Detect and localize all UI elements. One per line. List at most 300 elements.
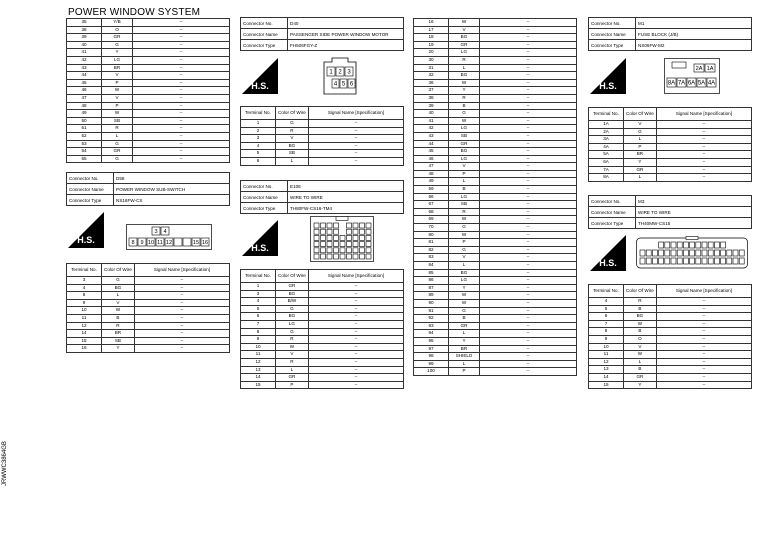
terminal-no: 15 <box>241 381 276 389</box>
header-color: Color Of Wire <box>624 108 657 121</box>
wire-color: G <box>449 110 480 118</box>
table-row <box>414 246 577 254</box>
signal-name: – <box>133 72 230 80</box>
signal-name: – <box>656 174 751 182</box>
table-row <box>241 298 404 306</box>
table-row <box>67 307 230 315</box>
connector-no-value: M3 <box>636 196 752 207</box>
table-row <box>589 151 752 159</box>
signal-name: – <box>480 299 577 307</box>
terminal-no: 41 <box>67 49 102 57</box>
table-row <box>67 19 230 27</box>
terminal-no: 80 <box>414 231 449 239</box>
table-row <box>414 102 577 110</box>
signal-name: – <box>480 368 577 376</box>
wire-color: L <box>449 64 480 72</box>
connector-name-value: WIRE TO WIRE <box>288 192 404 203</box>
table-row <box>241 351 404 359</box>
terminal-no: 94 <box>414 330 449 338</box>
wire-color: Y <box>449 337 480 345</box>
connector-pin <box>327 235 332 240</box>
connector-name-value: PASSENGER SIDE POWER WINDOW MOTOR <box>288 29 404 40</box>
svg-text:H.S.: H.S. <box>251 243 269 253</box>
table-row <box>67 72 230 80</box>
signal-name: – <box>656 358 751 366</box>
table-row <box>414 239 577 247</box>
wire-color: O <box>624 335 657 343</box>
table-row <box>414 110 577 118</box>
pin-label: 12 <box>165 239 173 246</box>
terminal-no: 35 <box>67 19 102 27</box>
connector-pin <box>659 250 664 256</box>
wire-color: Y <box>102 49 133 57</box>
table-row <box>67 79 230 87</box>
signal-name: – <box>656 366 751 374</box>
wire-color: BR <box>449 345 480 353</box>
signal-name: – <box>133 155 230 163</box>
terminal-no: 46 <box>67 87 102 95</box>
terminal-no: 49 <box>414 178 449 186</box>
signal-name: – <box>133 117 230 125</box>
wire-color: W <box>449 292 480 300</box>
terminal-no: 4 <box>589 298 624 306</box>
terminal-no: 8 <box>67 292 102 300</box>
header-signal: Signal Name [Specification] <box>308 107 403 120</box>
terminal-no: 90 <box>414 299 449 307</box>
connector-pin <box>690 258 695 264</box>
table-row <box>589 305 752 313</box>
wire-color: GR <box>276 374 309 382</box>
signal-name: – <box>480 277 577 285</box>
connector-pin <box>327 242 332 247</box>
signal-name: – <box>308 343 403 351</box>
signal-name: – <box>480 155 577 163</box>
table-row <box>414 64 577 72</box>
terminal-no: 11 <box>589 351 624 359</box>
terminal-no: 45 <box>414 148 449 156</box>
terminal-no: 39 <box>67 34 102 42</box>
signal-name: – <box>480 26 577 34</box>
connector-pin <box>347 254 352 259</box>
pin-label: 1 <box>329 69 333 76</box>
label-connector-no: Connector No. <box>241 181 288 192</box>
pin-label: 3 <box>347 69 351 76</box>
pin-label: 3 <box>154 228 158 235</box>
signal-name: – <box>133 64 230 72</box>
connector-pin <box>314 235 319 240</box>
signal-name: – <box>656 166 751 174</box>
connector-pin <box>677 242 682 248</box>
signal-name: – <box>308 381 403 389</box>
signal-name: – <box>480 140 577 148</box>
table-row <box>241 366 404 374</box>
wire-color: R <box>276 358 309 366</box>
terminal-no: 86 <box>414 277 449 285</box>
label-connector-name: Connector Name <box>241 29 288 40</box>
signal-name: – <box>133 87 230 95</box>
wire-color: BG <box>276 313 309 321</box>
terminal-no: 38 <box>67 26 102 34</box>
connector-no-value: M1 <box>636 18 752 29</box>
table-row <box>589 174 752 182</box>
signal-name: – <box>480 49 577 57</box>
signal-name: – <box>134 292 229 300</box>
table-row <box>241 157 404 165</box>
pin-label: 8A <box>667 80 676 87</box>
table-row <box>589 328 752 336</box>
terminal-no: 15 <box>67 337 102 345</box>
signal-name: – <box>480 170 577 178</box>
wire-color: P <box>449 368 480 376</box>
connector-name-value: POWER WINDOW SUB-SWITCH <box>114 184 230 195</box>
table-row <box>67 277 230 285</box>
wire-color: W <box>449 117 480 125</box>
label-connector-no: Connector No. <box>589 196 636 207</box>
connector-face-e106 <box>310 216 374 262</box>
wire-color: P <box>102 79 133 87</box>
wire-color: BR <box>624 151 657 159</box>
table-row <box>589 166 752 174</box>
connector-pin <box>708 258 713 264</box>
terminal-no: 8A <box>589 174 624 182</box>
wire-color: W <box>449 231 480 239</box>
header-signal: Signal Name [Specification] <box>656 285 751 298</box>
wire-color: BG <box>449 72 480 80</box>
connector-pin <box>321 254 326 259</box>
wire-color: V <box>102 94 133 102</box>
signal-name: – <box>308 336 403 344</box>
wire-color: G <box>276 305 309 313</box>
header-terminal: Terminal No. <box>589 285 624 298</box>
connector-pin <box>659 242 664 248</box>
signal-name: – <box>480 322 577 330</box>
terminal-no: 47 <box>414 163 449 171</box>
terminal-no: 15 <box>589 381 624 389</box>
signal-name: – <box>308 358 403 366</box>
wire-color: G <box>449 224 480 232</box>
connector-pin <box>721 258 726 264</box>
signal-name: – <box>308 351 403 359</box>
signal-name: – <box>656 136 751 144</box>
header-signal: Signal Name [Specification] <box>656 108 751 121</box>
wire-color: SB <box>102 337 135 345</box>
wire-color: W <box>102 87 133 95</box>
table-row <box>67 155 230 163</box>
table-row <box>414 41 577 49</box>
signal-name: – <box>480 117 577 125</box>
table-row <box>414 72 577 80</box>
wire-color: SHIELD <box>449 353 480 361</box>
header-color: Color Of Wire <box>276 107 309 120</box>
connector-pin <box>739 250 744 256</box>
wire-color: R <box>449 56 480 64</box>
terminal-no: 95 <box>414 337 449 345</box>
signal-name: – <box>480 353 577 361</box>
wire-color: O <box>102 26 133 34</box>
terminal-no: 44 <box>414 140 449 148</box>
terminal-no: 32 <box>414 72 449 80</box>
table-row <box>414 56 577 64</box>
wire-color: L <box>449 178 480 186</box>
connector-no-value: D58 <box>114 173 230 184</box>
signal-name: – <box>133 125 230 133</box>
terminal-no: 13 <box>241 366 276 374</box>
signal-name: – <box>133 140 230 148</box>
signal-name: – <box>133 56 230 64</box>
signal-name: – <box>308 328 403 336</box>
connector-type-value: NS16FW-CS <box>114 195 230 206</box>
signal-name: – <box>480 87 577 95</box>
table-row <box>67 41 230 49</box>
signal-name: – <box>480 345 577 353</box>
terminal-no: 67 <box>414 201 449 209</box>
label-connector-type: Connector Type <box>589 40 636 51</box>
connector-type-value: TH80FW-CS16-TM4 <box>288 203 404 214</box>
connector-pin <box>696 242 701 248</box>
connector-pin <box>652 258 657 264</box>
wire-color: LG <box>449 125 480 133</box>
terminal-no: 89 <box>414 292 449 300</box>
signal-name: – <box>656 328 751 336</box>
table-row <box>414 330 577 338</box>
wire-color: L <box>624 358 657 366</box>
wire-color: SB <box>102 117 133 125</box>
pin-label: 4 <box>163 228 167 235</box>
signal-name: – <box>656 373 751 381</box>
signal-name: – <box>656 158 751 166</box>
wire-color: GR <box>624 373 657 381</box>
wire-color: R <box>276 336 309 344</box>
table-row <box>67 117 230 125</box>
wire-color: R <box>449 94 480 102</box>
connector-pin <box>727 258 732 264</box>
table-row <box>414 345 577 353</box>
signal-name: – <box>480 246 577 254</box>
wire-color: Y <box>449 284 480 292</box>
signal-name: – <box>480 330 577 338</box>
signal-name: – <box>656 143 751 151</box>
connector-pin <box>347 229 352 234</box>
connector-pin <box>360 223 365 228</box>
signal-name: – <box>656 381 751 389</box>
table-row <box>414 284 577 292</box>
signal-name: – <box>133 34 230 42</box>
connector-pin <box>696 250 701 256</box>
table-row <box>414 186 577 194</box>
pin-label: 9 <box>140 239 144 246</box>
terminal-no: 81 <box>414 239 449 247</box>
connector-pin <box>366 229 371 234</box>
table-row <box>67 26 230 34</box>
pin-label: 4 <box>333 81 338 88</box>
wire-color: P <box>276 381 309 389</box>
table-row <box>589 320 752 328</box>
wire-color: G <box>276 120 309 128</box>
table-row <box>67 314 230 322</box>
terminal-no: 44 <box>67 72 102 80</box>
svg-text:H.S.: H.S. <box>599 81 617 91</box>
terminal-no: 17 <box>414 26 449 34</box>
figure-code: JRWWC3864GB <box>2 441 8 486</box>
table-row <box>241 120 404 128</box>
terminal-no: 70 <box>414 224 449 232</box>
wire-color: R <box>102 125 133 133</box>
signal-name: – <box>480 269 577 277</box>
terminal-no: 12 <box>241 358 276 366</box>
signal-name: – <box>480 56 577 64</box>
table-row <box>414 315 577 323</box>
table-row <box>414 148 577 156</box>
table-row <box>67 64 230 72</box>
terminal-table-e106 <box>240 269 404 389</box>
table-row <box>241 150 404 158</box>
terminal-no: 6 <box>589 313 624 321</box>
pin-label: 8 <box>131 239 135 246</box>
table-row <box>414 299 577 307</box>
wire-color: BG <box>449 148 480 156</box>
terminal-no: 7A <box>589 166 624 174</box>
wire-color: SB <box>449 201 480 209</box>
connector-info-m1 <box>588 17 752 51</box>
terminal-no: 5 <box>241 305 276 313</box>
terminal-no: 40 <box>67 41 102 49</box>
terminal-no: 45 <box>67 79 102 87</box>
connector-pin <box>683 242 688 248</box>
connector-pin <box>321 248 326 253</box>
signal-name: – <box>133 132 230 140</box>
signal-name: – <box>134 277 229 285</box>
connector-pin <box>702 258 707 264</box>
terminal-no: 1 <box>241 283 276 291</box>
signal-name: – <box>133 148 230 156</box>
wire-color: G <box>102 277 135 285</box>
terminal-no: 82 <box>414 246 449 254</box>
table-row <box>67 140 230 148</box>
wire-color: GR <box>276 283 309 291</box>
signal-name: – <box>308 283 403 291</box>
wire-color: Y/B <box>102 19 133 27</box>
label-connector-no: Connector No. <box>67 173 114 184</box>
table-row <box>67 56 230 64</box>
wire-color: L <box>102 292 135 300</box>
table-row <box>241 358 404 366</box>
wire-color: Y <box>624 158 657 166</box>
table-row <box>414 224 577 232</box>
signal-name: – <box>134 330 229 338</box>
table-row <box>241 343 404 351</box>
hs-icon <box>590 235 626 271</box>
signal-name: – <box>308 127 403 135</box>
terminal-no: 55 <box>67 155 102 163</box>
connector-pin <box>174 238 182 246</box>
wire-color: B <box>449 102 480 110</box>
pin-label: 4A <box>707 80 716 87</box>
table-row <box>241 283 404 291</box>
label-connector-name: Connector Name <box>589 207 636 218</box>
connector-info-e106 <box>240 180 404 214</box>
signal-name: – <box>480 72 577 80</box>
wire-color: L <box>449 330 480 338</box>
signal-name: – <box>308 120 403 128</box>
wire-color: W <box>102 110 133 118</box>
connector-face-m1 <box>664 58 720 94</box>
table-row <box>589 128 752 136</box>
wire-color: W <box>449 299 480 307</box>
table-row <box>589 343 752 351</box>
terminal-table-continued-middle <box>413 18 577 376</box>
table-row <box>414 117 577 125</box>
terminal-no: 43 <box>67 64 102 72</box>
connector-name-value: WIRE TO WIRE <box>636 207 752 218</box>
header-color: Color Of Wire <box>102 264 135 277</box>
wire-color: Y <box>624 381 657 389</box>
table-row <box>589 136 752 144</box>
table-row <box>414 19 577 27</box>
connector-pin <box>334 223 339 228</box>
table-row <box>589 143 752 151</box>
signal-name: – <box>480 254 577 262</box>
connector-pin <box>671 250 676 256</box>
terminal-no: 16 <box>67 345 102 353</box>
terminal-no: 68 <box>414 208 449 216</box>
signal-name: – <box>480 208 577 216</box>
connector-no-value: E106 <box>288 181 404 192</box>
table-row <box>589 313 752 321</box>
connector-pin <box>696 258 701 264</box>
table-row <box>67 345 230 353</box>
signal-name: – <box>133 41 230 49</box>
wire-color: GR <box>449 322 480 330</box>
terminal-no: 54 <box>67 148 102 156</box>
terminal-no: 1 <box>241 120 276 128</box>
terminal-no: 51 <box>67 125 102 133</box>
signal-name: – <box>480 224 577 232</box>
signal-name: – <box>480 231 577 239</box>
connector-pin <box>314 242 319 247</box>
terminal-no: 49 <box>67 110 102 118</box>
connector-pin <box>652 250 657 256</box>
terminal-no: 48 <box>414 170 449 178</box>
table-row <box>241 127 404 135</box>
connector-pin <box>353 248 358 253</box>
label-connector-type: Connector Type <box>67 195 114 206</box>
terminal-table-d58 <box>66 263 230 353</box>
terminal-no: 1A <box>589 121 624 129</box>
connector-pin <box>314 229 319 234</box>
hs-icon <box>68 212 104 248</box>
connector-pin <box>708 242 713 248</box>
table-row <box>589 351 752 359</box>
wire-color: SB <box>276 150 309 158</box>
table-row <box>414 307 577 315</box>
connector-pin <box>340 254 345 259</box>
terminal-no: 5 <box>241 150 276 158</box>
terminal-no: 42 <box>414 125 449 133</box>
terminal-no: 12 <box>589 358 624 366</box>
connector-pin <box>721 242 726 248</box>
connector-pin <box>353 223 358 228</box>
terminal-no: 4 <box>241 142 276 150</box>
terminal-no: 97 <box>414 345 449 353</box>
terminal-no: 93 <box>414 322 449 330</box>
connector-pin <box>360 248 365 253</box>
wire-color: R <box>624 298 657 306</box>
wire-color: B <box>624 305 657 313</box>
signal-name: – <box>134 337 229 345</box>
table-row <box>414 94 577 102</box>
wire-color: W <box>102 307 135 315</box>
label-connector-type: Connector Type <box>589 218 636 229</box>
